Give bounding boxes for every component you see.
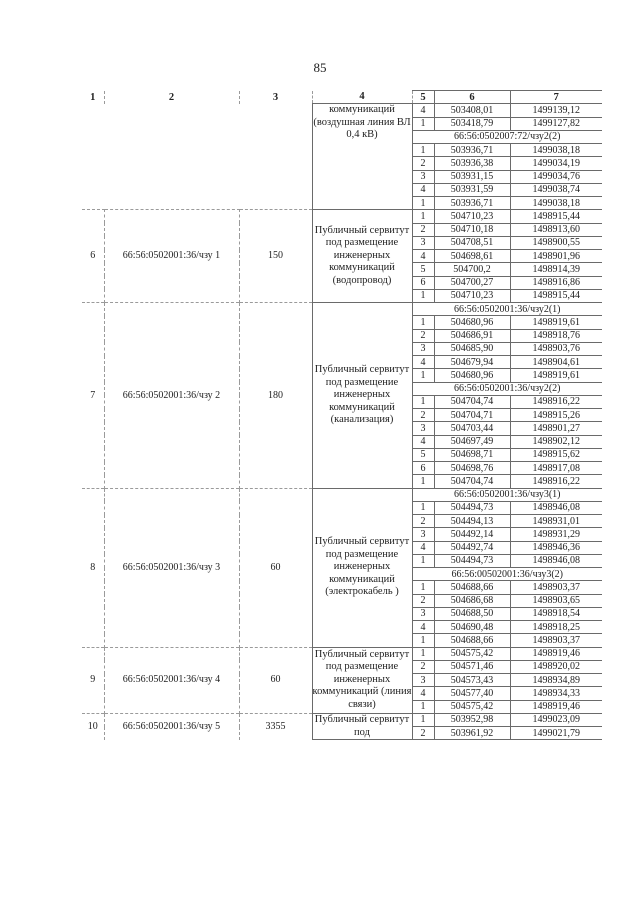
coordinate-y: 1498946,08 <box>510 554 602 567</box>
coordinate-x: 504688,50 <box>434 607 510 620</box>
point-number: 1 <box>412 634 434 647</box>
coordinate-y: 1498915,44 <box>510 210 602 223</box>
coordinate-y: 1498903,37 <box>510 634 602 647</box>
record-number: 6 <box>82 210 104 303</box>
servitude-area: 150 <box>239 210 312 303</box>
record-number: 10 <box>82 713 104 740</box>
point-number: 4 <box>412 104 434 117</box>
servitude-coordinates-table <box>82 90 602 740</box>
coordinate-y: 1498917,08 <box>510 462 602 475</box>
coordinate-x: 504710,18 <box>434 223 510 236</box>
coordinate-x: 504700,27 <box>434 276 510 289</box>
point-number: 1 <box>412 144 434 157</box>
coordinate-x: 503936,71 <box>434 144 510 157</box>
continued-empty-cell <box>82 104 312 210</box>
coordinate-y: 1498916,22 <box>510 475 602 488</box>
coordinate-y: 1498914,39 <box>510 263 602 276</box>
point-number: 1 <box>412 210 434 223</box>
table-header <box>82 91 602 104</box>
coordinate-x: 504698,61 <box>434 250 510 263</box>
coordinate-y: 1499021,79 <box>510 727 602 740</box>
coordinate-x: 504573,43 <box>434 674 510 687</box>
table-row <box>82 713 602 726</box>
coordinate-y: 1498915,62 <box>510 448 602 461</box>
coordinate-y: 1498920,02 <box>510 660 602 673</box>
column-header-4: 4 <box>312 91 412 104</box>
coordinate-x: 503931,59 <box>434 183 510 196</box>
coordinate-x: 504698,76 <box>434 462 510 475</box>
point-number: 1 <box>412 316 434 329</box>
coordinate-y: 1498903,37 <box>510 581 602 594</box>
point-number: 3 <box>412 422 434 435</box>
coordinate-y: 1498919,46 <box>510 700 602 713</box>
coordinate-x: 503936,71 <box>434 197 510 210</box>
cadastral-number: 66:56:0502001:36/чзу 5 <box>104 713 239 740</box>
coordinate-y: 1498902,12 <box>510 435 602 448</box>
coordinate-x: 504708,51 <box>434 236 510 249</box>
point-number: 6 <box>412 462 434 475</box>
table-body <box>82 104 602 740</box>
coordinate-y: 1499038,18 <box>510 197 602 210</box>
coordinate-y: 1498903,65 <box>510 594 602 607</box>
point-number: 3 <box>412 236 434 249</box>
column-header-3: 3 <box>239 91 312 104</box>
coordinate-x: 504577,40 <box>434 687 510 700</box>
point-number: 2 <box>412 157 434 170</box>
coordinate-y: 1498913,60 <box>510 223 602 236</box>
coordinate-x: 504686,68 <box>434 594 510 607</box>
coordinate-x: 504679,94 <box>434 356 510 369</box>
contour-label: 66:56:00502001:36/чзу3(2) <box>412 568 602 581</box>
coordinate-x: 504492,74 <box>434 541 510 554</box>
coordinate-x: 504704,74 <box>434 475 510 488</box>
coordinate-x: 504688,66 <box>434 634 510 647</box>
servitude-purpose: Публичный сервитут под <box>312 713 412 740</box>
point-number: 2 <box>412 660 434 673</box>
coordinate-x: 504704,71 <box>434 409 510 422</box>
servitude-purpose: Публичный сервитут под размещение инженерных коммуникаций (электрокабель ) <box>312 488 412 647</box>
servitude-purpose: коммуникаций (воздушная линия ВЛ 0,4 кВ) <box>312 104 412 210</box>
point-number: 1 <box>412 501 434 514</box>
coordinate-x: 504680,96 <box>434 369 510 382</box>
column-header-6: 6 <box>434 91 510 104</box>
coordinate-y: 1498919,61 <box>510 316 602 329</box>
servitude-purpose: Публичный сервитут под размещение инженерных коммуникаций (водопровод) <box>312 210 412 303</box>
cadastral-number: 66:56:0502001:36/чзу 1 <box>104 210 239 303</box>
contour-label: 66:56:0502001:36/чзу3(1) <box>412 488 602 501</box>
point-number: 1 <box>412 713 434 726</box>
coordinate-y: 1499034,19 <box>510 157 602 170</box>
contour-label: 66:56:0502007:72/чзу2(2) <box>412 130 602 143</box>
point-number: 2 <box>412 409 434 422</box>
coordinate-x: 504494,73 <box>434 554 510 567</box>
page-number: 85 <box>313 60 327 75</box>
servitude-purpose: Публичный сервитут под размещение инженерных коммуникаций (линия связи) <box>312 647 412 713</box>
point-number: 1 <box>412 647 434 660</box>
point-number: 1 <box>412 700 434 713</box>
table-row <box>82 647 602 660</box>
coordinate-y: 1498919,61 <box>510 369 602 382</box>
coordinate-x: 503408,01 <box>434 104 510 117</box>
point-number: 2 <box>412 594 434 607</box>
coordinate-x: 504494,73 <box>434 501 510 514</box>
point-number: 1 <box>412 475 434 488</box>
coordinate-y: 1498918,54 <box>510 607 602 620</box>
point-number: 4 <box>412 687 434 700</box>
coordinate-x: 504494,13 <box>434 515 510 528</box>
contour-label: 66:56:0502001:36/чзу2(2) <box>412 382 602 395</box>
coordinate-x: 504690,48 <box>434 621 510 634</box>
coordinate-x: 504688,66 <box>434 581 510 594</box>
servitude-area: 3355 <box>239 713 312 740</box>
record-number: 9 <box>82 647 104 713</box>
coordinate-x: 504575,42 <box>434 700 510 713</box>
coordinate-y: 1498916,86 <box>510 276 602 289</box>
point-number: 3 <box>412 607 434 620</box>
point-number: 1 <box>412 117 434 130</box>
coordinate-y: 1498901,96 <box>510 250 602 263</box>
coordinate-x: 504710,23 <box>434 210 510 223</box>
table-subheader-row <box>82 488 602 501</box>
point-number: 1 <box>412 197 434 210</box>
point-number: 5 <box>412 263 434 276</box>
coordinate-y: 1498900,55 <box>510 236 602 249</box>
cadastral-number: 66:56:0502001:36/чзу 3 <box>104 488 239 647</box>
coordinate-y: 1498946,08 <box>510 501 602 514</box>
point-number: 2 <box>412 223 434 236</box>
point-number: 1 <box>412 554 434 567</box>
point-number: 1 <box>412 369 434 382</box>
point-number: 4 <box>412 621 434 634</box>
coordinate-y: 1499034,76 <box>510 170 602 183</box>
coordinate-y: 1498904,61 <box>510 356 602 369</box>
coordinate-y: 1499127,82 <box>510 117 602 130</box>
servitude-purpose: Публичный сервитут под размещение инженерных коммуникаций (канализация) <box>312 303 412 489</box>
coordinate-x: 503952,98 <box>434 713 510 726</box>
point-number: 2 <box>412 727 434 740</box>
cadastral-number: 66:56:0502001:36/чзу 2 <box>104 303 239 489</box>
record-number: 7 <box>82 303 104 489</box>
column-header-2: 2 <box>104 91 239 104</box>
coordinate-x: 504492,14 <box>434 528 510 541</box>
servitude-area: 180 <box>239 303 312 489</box>
contour-label: 66:56:0502001:36/чзу2(1) <box>412 303 602 316</box>
coordinate-y: 1498934,89 <box>510 674 602 687</box>
coordinate-y: 1498934,33 <box>510 687 602 700</box>
coordinate-x: 504697,49 <box>434 435 510 448</box>
point-number: 1 <box>412 289 434 302</box>
coordinate-x: 503961,92 <box>434 727 510 740</box>
coordinate-y: 1498903,76 <box>510 342 602 355</box>
coordinate-y: 1499038,18 <box>510 144 602 157</box>
coordinate-x: 503418,79 <box>434 117 510 130</box>
servitude-area: 60 <box>239 488 312 647</box>
column-header-7: 7 <box>510 91 602 104</box>
coordinate-y: 1499023,09 <box>510 713 602 726</box>
point-number: 1 <box>412 395 434 408</box>
table-row <box>82 210 602 223</box>
coordinate-x: 504575,42 <box>434 647 510 660</box>
cadastral-number: 66:56:0502001:36/чзу 4 <box>104 647 239 713</box>
coordinate-y: 1498919,46 <box>510 647 602 660</box>
coordinate-y: 1498915,26 <box>510 409 602 422</box>
coordinate-x: 503931,15 <box>434 170 510 183</box>
column-header-5: 5 <box>412 91 434 104</box>
coordinate-x: 504685,90 <box>434 342 510 355</box>
point-number: 2 <box>412 515 434 528</box>
point-number: 3 <box>412 342 434 355</box>
coordinate-x: 504700,2 <box>434 263 510 276</box>
point-number: 4 <box>412 356 434 369</box>
coordinate-y: 1498916,22 <box>510 395 602 408</box>
servitude-area: 60 <box>239 647 312 713</box>
record-number: 8 <box>82 488 104 647</box>
coordinate-y: 1498901,27 <box>510 422 602 435</box>
coordinate-y: 1498931,29 <box>510 528 602 541</box>
coordinate-y: 1499139,12 <box>510 104 602 117</box>
table-row <box>82 104 602 117</box>
point-number: 1 <box>412 581 434 594</box>
point-number: 3 <box>412 528 434 541</box>
coordinate-x: 503936,38 <box>434 157 510 170</box>
coordinate-x: 504710,23 <box>434 289 510 302</box>
coordinate-y: 1499038,74 <box>510 183 602 196</box>
coordinate-y: 1498946,36 <box>510 541 602 554</box>
point-number: 5 <box>412 448 434 461</box>
table-subheader-row <box>82 303 602 316</box>
point-number: 4 <box>412 183 434 196</box>
coordinate-x: 504680,96 <box>434 316 510 329</box>
coordinate-x: 504704,74 <box>434 395 510 408</box>
coordinate-x: 504703,44 <box>434 422 510 435</box>
point-number: 4 <box>412 541 434 554</box>
coordinate-y: 1498915,44 <box>510 289 602 302</box>
column-header-1: 1 <box>82 91 104 104</box>
point-number: 3 <box>412 674 434 687</box>
coordinate-y: 1498918,76 <box>510 329 602 342</box>
coordinate-y: 1498918,25 <box>510 621 602 634</box>
coordinate-y: 1498931,01 <box>510 515 602 528</box>
point-number: 4 <box>412 435 434 448</box>
point-number: 6 <box>412 276 434 289</box>
coordinate-x: 504571,46 <box>434 660 510 673</box>
point-number: 4 <box>412 250 434 263</box>
point-number: 3 <box>412 170 434 183</box>
coordinate-x: 504686,91 <box>434 329 510 342</box>
point-number: 2 <box>412 329 434 342</box>
coordinate-x: 504698,71 <box>434 448 510 461</box>
